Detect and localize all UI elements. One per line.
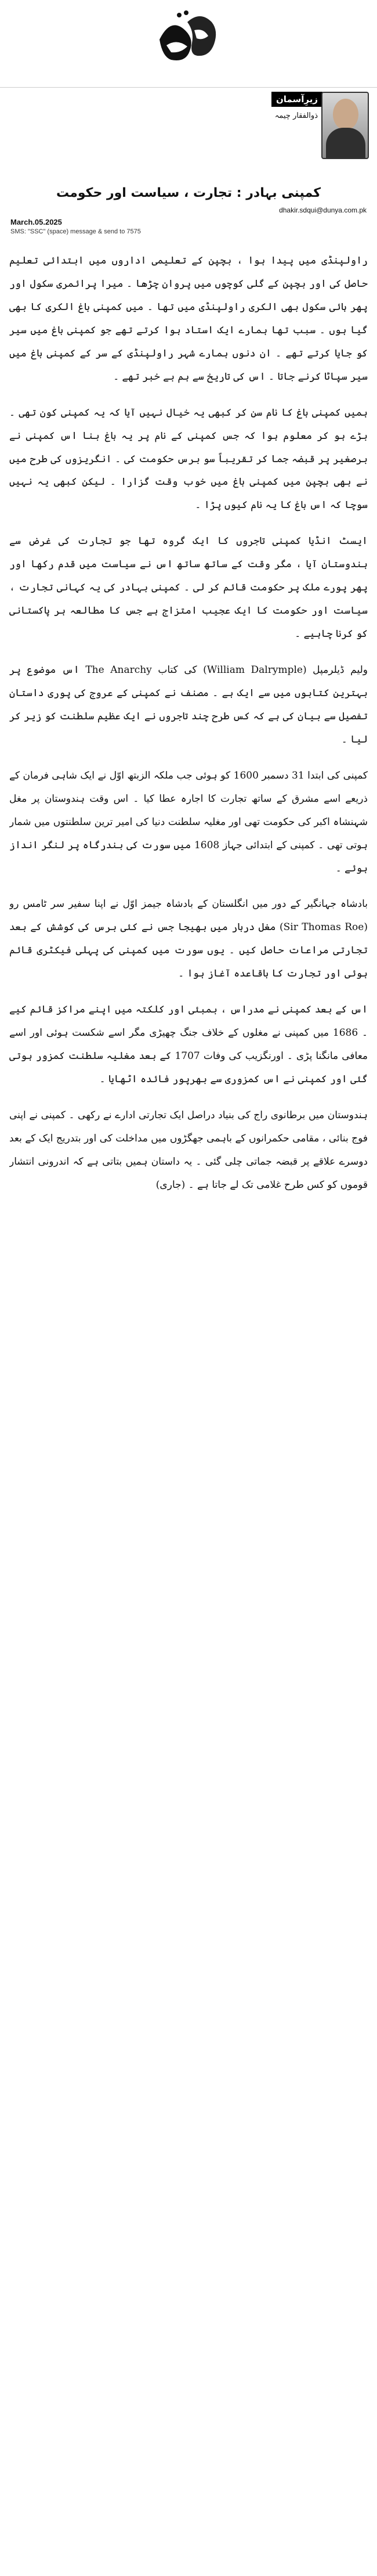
author-body-shape: [326, 128, 365, 159]
article-title: کمپنی بہادر : تجارت ، سیاست اور حکومت: [56, 185, 321, 200]
paragraph-3: ایسٹ انڈیا کمپنی تاجروں کا ایک گروہ تھا جو تجارت کی غرض سے ہندوستان آیا ، مگر وقت کے ساتھ ساتھ اس نے سیاست میں قدم رکھا اور پھر پورے ملک پر حکومت قائم کر لی ۔ کمپنی بہادر کی یہ کہانی تجارت ، سیاست اور حکومت کا ایک عجیب امتزاج ہے جس کا مطالعہ ہر پاکستانی کو کرنا چاہیے ۔: [9, 535, 368, 640]
author-meta: [271, 92, 318, 120]
author-email[interactable]: dhakir.sdqui@dunya.com.pk: [279, 206, 367, 214]
paragraph-8: ہندوستان میں برطانوی راج کی بنیاد دراصل ایک تجارتی ادارے نے رکھی ۔ کمپنی نے اپنی فوج بنائی ، مقامی حکمرانوں کے باہمی جھگڑوں میں مداخلت کی اور بتدریج ایک کے بعد دوسرے علاقے پر قبضہ جماتی چلی گئی ۔ یہ داستان ہمیں بتاتی ہے کہ اندرونی انتشار قوموں کو کس طرح غلامی تک لے جاتا ہے ۔ (جاری): [9, 1109, 368, 1191]
column-name-badge: زیرِآسمان: [271, 92, 322, 107]
author-photo: [321, 92, 369, 159]
article-body: [9, 250, 368, 2553]
author-name: ذوالفقار چیمہ: [274, 111, 318, 120]
sms-instructions: SMS: "SSC" (space) message & send to 7575: [10, 228, 141, 235]
paragraph-5: کمپنی کی ابتدا 31 دسمبر 1600 کو ہوئی جب ملکہ الزبتھ اوّل نے ایک شاہی فرمان کے ذریعے اسے مشرق کے ساتھ تجارت کا اجارہ عطا کیا ۔ اس وقت ہندوستان پر مغل شہنشاہ اکبر کی حکومت تھی اور مغلیہ سلطنت دنیا کی امیر ترین سلطنتوں میں شمار ہوتی تھی ۔ کمپنی کے ابتدائی جہاز 1608 میں سورت کی بندرگاہ پر لنگر انداز ہوئے ۔: [9, 769, 368, 874]
publish-date: March.05.2025: [10, 218, 62, 226]
dunya-logo-icon: [154, 5, 223, 74]
paragraph-2: ہمیں کمپنی باغ کا نام سن کر کبھی یہ خیال نہیں آیا کہ یہ کمپنی کون تھی ۔ بڑے ہو کر معلوم ہوا کہ جس کمپنی کے نام پر یہ باغ بنا اس کمپنی نے برصغیر پر قبضہ جما کر تقریباً سو برس حکومت کی ۔ انگریزوں کی طرح میں نے بھی بچپن میں کمپنی باغ میں خوب وقت گزارا ۔ لیکن کبھی یہ نہیں سوچا کہ اس باغ کا یہ نام کیوں پڑا ۔: [9, 406, 368, 511]
paragraph-6: بادشاہ جہانگیر کے دور میں انگلستان کے بادشاہ جیمز اوّل نے اپنا سفیر سر ٹامس رو (Sir Thomas Roe) مغل دربار میں بھیجا جس نے کئی برس کی کوشش کے بعد تجارتی مراعات حاصل کیں ۔ یوں سورت میں کمپنی کی پہلی فیکٹری قائم ہوئی اور تجارت کا باقاعدہ آغاز ہوا ۔: [9, 898, 368, 980]
masthead: [0, 0, 377, 88]
paragraph-7: اس کے بعد کمپنی نے مدراس ، بمبئی اور کلکتہ میں اپنے مراکز قائم کیے ۔ 1686 میں کمپنی نے مغلوں کے خلاف جنگ چھیڑی مگر اسے شکست ہوئی اور اسے معافی مانگنا پڑی ۔ اورنگزیب کی وفات 1707 کے بعد مغلیہ سلطنت کمزور ہوتی گئی اور کمپنی نے اس کمزوری سے بھرپور فائدہ اٹھایا ۔: [9, 1004, 368, 1085]
paragraph-1: راولپنڈی میں پیدا ہوا ، بچپن کے تعلیمی اداروں میں ابتدائی تعلیم حاصل کی اور بچپن کے گلی کوچوں میں پروان چڑھا ۔ میرا پرائمری سکول اور پھر ہائی سکول بھی الکری راولپنڈی میں تھا ۔ میں کمپنی باغ الکری کا بھی گیا ہوں ۔ سبب تھا ہمارے ایک استاد ہوا کرتے تھے جو کمپنی باغ میں سیر کو جایا کرتے تھے ۔ ان دنوں ہمارے شہر راولپنڈی کے سر کے کمپنی باغ میں سیر سپاٹا کرنے جاتا ۔ اس کی تاریخ سے ہم بے خبر تھے ۔: [9, 255, 368, 383]
columnist-card: [271, 92, 369, 173]
author-face-shape: [333, 99, 358, 130]
info-bar: [10, 206, 367, 214]
paragraph-4: ولیم ڈیلرمپل (William Dalrymple) کی کتاب The Anarchy اس موضوع پر بہترین کتابوں میں سے ایک ہے ۔ مصنف نے کمپنی کے عروج کی پوری داستان تفصیل سے بیان کی ہے کہ کس طرح چند تاجروں نے ایک عظیم سلطنت کو زیر کر لیا ۔: [9, 664, 368, 745]
